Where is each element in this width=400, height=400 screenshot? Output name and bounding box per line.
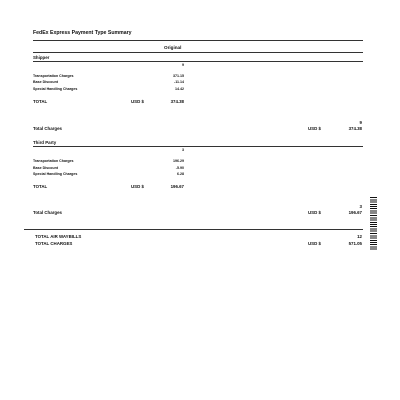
third-party-total-label: TOTAL <box>33 184 48 189</box>
shipper-charges-count: 9 <box>359 120 362 125</box>
line-label: Base Discount <box>33 166 58 170</box>
shipper-charges-label: Total Charges <box>33 126 62 131</box>
line-value: 196.29 <box>173 159 184 163</box>
divider <box>33 40 363 41</box>
third-party-charges-value: 196.67 <box>348 210 362 215</box>
third-party-charges-count: 3 <box>359 204 362 209</box>
divider <box>33 61 363 62</box>
shipper-charges-value: 374.38 <box>348 126 362 131</box>
divider <box>33 146 363 147</box>
total-air-waybills-label: TOTAL AIR WAYBILLS <box>35 234 82 239</box>
shipper-total-label: TOTAL <box>33 99 48 104</box>
shipper-count: 9 <box>182 63 184 67</box>
divider <box>33 52 363 53</box>
line-value: -5.90 <box>175 166 184 170</box>
shipper-charges-currency: USD $ <box>308 126 321 131</box>
line-value: 6.28 <box>177 172 184 176</box>
third-party-total-value: 196.67 <box>170 184 184 189</box>
line-value: 14.42 <box>175 87 184 91</box>
column-header-original: Original <box>164 45 182 50</box>
line-label: Special Handling Charges <box>33 172 78 176</box>
total-charges-value: 571.05 <box>348 241 362 246</box>
line-value: 371.15 <box>173 74 184 78</box>
section-shipper-label: Shipper <box>33 55 50 60</box>
shipper-total-value: 374.38 <box>170 99 184 104</box>
third-party-count: 3 <box>182 148 184 152</box>
total-air-waybills-count: 12 <box>357 234 362 239</box>
line-label: Special Handling Charges <box>33 87 78 91</box>
line-value: -11.14 <box>174 80 184 84</box>
third-party-charges-label: Total Charges <box>33 210 62 215</box>
third-party-total-currency: USD $ <box>131 184 144 189</box>
section-third-party-label: Third Party <box>33 140 57 145</box>
shipper-total-currency: USD $ <box>131 99 144 104</box>
line-label: Base Discount <box>33 80 58 84</box>
barcode-graphic <box>370 197 377 251</box>
divider <box>24 229 363 230</box>
total-charges-label: TOTAL CHARGES <box>35 241 73 246</box>
total-charges-currency: USD $ <box>308 241 321 246</box>
third-party-charges-currency: USD $ <box>308 210 321 215</box>
line-label: Transportation Charges <box>33 159 74 163</box>
line-label: Transportation Charges <box>33 74 74 78</box>
report-title: FedEx Express Payment Type Summary <box>33 30 132 36</box>
